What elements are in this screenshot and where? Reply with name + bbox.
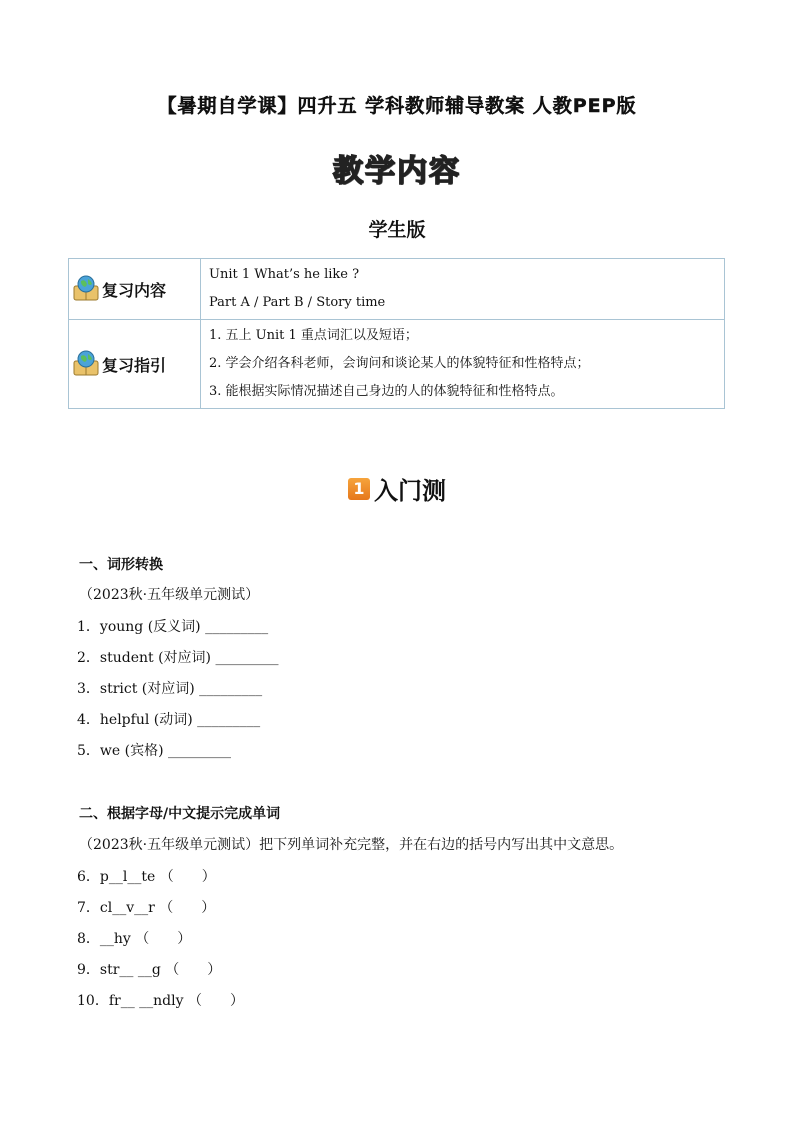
- part2-instruction: （2023秋·五年级单元测试）把下列单词补充完整，并在右边的括号内写出其中文意思。: [79, 837, 624, 853]
- review-content-line: Part A / Part B / Story time: [209, 295, 386, 310]
- review-content-row: [69, 259, 725, 320]
- question-item: 6．p__l__te （ ）: [77, 869, 216, 885]
- question-item: 2．student (对应词) _________: [77, 650, 279, 666]
- question-item: 8．__hy （ ）: [77, 931, 192, 947]
- review-guide-line: 1. 五上 Unit 1 重点词汇以及短语；: [209, 328, 418, 343]
- review-guide-line: 2. 学会介绍各科老师，会询问和谈论某人的体貌特征和性格特点；: [209, 356, 590, 371]
- question-item: 3．strict (对应词) _________: [77, 681, 263, 697]
- question-item: 10．fr__ __ndly （ ）: [77, 993, 244, 1009]
- question-item: 1．young (反义词) _________: [77, 619, 269, 635]
- review-guide-line: 3. 能根据实际情况描述自己身边的人的体貌特征和性格特点。: [209, 384, 564, 399]
- book-globe-icon: [73, 274, 99, 304]
- review-guide-label: 复习指引: [102, 355, 167, 375]
- review-guide-label-cell: [69, 320, 201, 409]
- entrance-test-heading: [0, 471, 794, 506]
- review-table: [68, 258, 725, 409]
- part1-source: （2023秋·五年级单元测试）: [79, 587, 260, 603]
- review-guide-cell: [201, 320, 725, 409]
- page-banner: 【暑期自学课】四升五 学科教师辅导教案 人教PEP版: [157, 95, 637, 117]
- question-item: 7．cl__v__r （ ）: [77, 900, 216, 916]
- question-item: 9．str__ __g （ ）: [77, 962, 222, 978]
- section-heading: 教学内容: [333, 154, 461, 189]
- question-item: 5．we (宾格) _________: [77, 743, 231, 759]
- question-item: 4．helpful (动词) _________: [77, 712, 261, 728]
- book-globe-icon: [73, 349, 99, 379]
- part2-title: 二、根据字母/中文提示完成单词: [79, 806, 281, 822]
- review-guide-row: [69, 320, 725, 409]
- review-content-label: 复习内容: [102, 280, 167, 300]
- edition-label: 学生版: [368, 219, 426, 241]
- review-content-label-cell: [69, 259, 201, 320]
- part1-title: 一、词形转换: [79, 557, 163, 573]
- entrance-test-title: 入门测: [374, 477, 446, 505]
- number-one-icon: 1: [348, 478, 370, 500]
- review-content-line: Unit 1 What’s he like ?: [209, 267, 360, 282]
- review-content-cell: [201, 259, 725, 320]
